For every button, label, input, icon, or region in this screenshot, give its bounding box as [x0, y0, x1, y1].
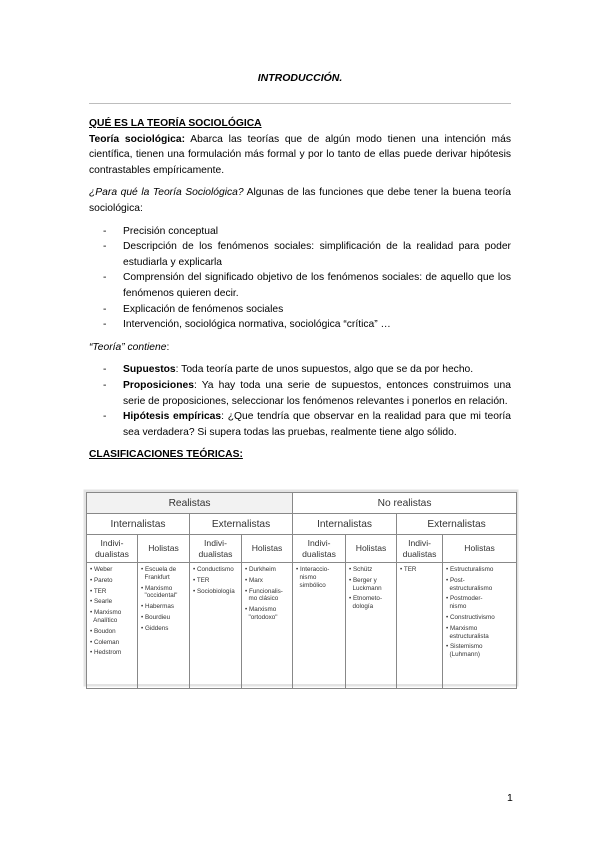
purpose-question: ¿Para qué la Teoría Sociológica?	[89, 187, 244, 199]
title-divider	[89, 103, 511, 104]
definition-term: Teoría sociológica:	[89, 133, 186, 145]
section-heading-teoria: QUÉ ES LA TEORÍA SOCIOLÓGICA	[89, 118, 262, 129]
purpose-text: Algunas de las funciones que debe tener la buena teoría sociológica:	[89, 187, 511, 214]
table-entry: • TER	[90, 587, 107, 595]
list-item: - Explicación de fenómenos sociales	[89, 302, 511, 318]
page-number: 1	[507, 792, 513, 804]
list-item: - Comprensión del significado objetivo de los fenómenos sociales: de aquello que los fenómenos quieren decir.	[89, 270, 511, 301]
list-item: - Supuestos: Toda teoría parte de unos supuestos, algo que se da por hecho.	[89, 362, 511, 378]
subheader-cell: Indivi- dualistas	[293, 535, 346, 563]
table-entry: • TER	[193, 576, 210, 584]
list-item: - Descripción de los fenómenos sociales: simplificación de la realidad para poder estudiarla y explicarla	[89, 239, 511, 270]
list-item: - Precisión conceptual	[89, 224, 511, 240]
subheader-cell: Holistas	[346, 535, 397, 563]
table-entry: • Postmoder- nismo	[446, 595, 483, 611]
table-entry: • Sistemismo (Luhmann)	[446, 643, 483, 659]
header-externalistas: Externalistas	[397, 514, 517, 535]
list-item: - Proposiciones: Ya hay toda una serie de supuestos, entonces construimos una serie de proposiciones, seleccionar los fenómenos relevantes i ponerlos en relación.	[89, 378, 511, 409]
table-entry: • Funcionalis- mo clásico	[245, 587, 283, 603]
table-cell	[242, 563, 293, 689]
table-entry: • Giddens	[141, 624, 169, 632]
table-cell	[293, 563, 346, 689]
table-entry: • Weber	[90, 566, 113, 573]
subheader-cell: Indivi- dualistas	[190, 535, 242, 563]
table-entry: • Post- estructuralismo	[446, 576, 493, 592]
table-entry: • Boudon	[90, 627, 116, 635]
subheader-cell: Holistas	[138, 535, 190, 563]
contains-label: “Teoría” contiene	[89, 341, 167, 353]
document-body	[89, 116, 511, 463]
purpose-paragraph	[89, 185, 511, 216]
table-entry: • Marx	[245, 576, 263, 584]
table-cell	[138, 563, 190, 689]
contains-list	[89, 362, 511, 440]
table-entry: • Marxismo "ortodoxo"	[245, 606, 278, 621]
table-entry: • Habermas	[141, 603, 175, 611]
table-entry: • Berger y Luckmann	[349, 576, 382, 592]
table-entry: • Etnometo- dología	[349, 595, 383, 611]
list-item: - Intervención, sociológica normativa, sociológica “crítica” …	[89, 317, 511, 333]
table-entry: • Bourdieu	[141, 613, 171, 621]
table-entry: • Conductismo	[193, 566, 234, 573]
header-internalistas: Internalistas	[293, 514, 397, 535]
table-entry: • Sociobiología	[193, 587, 235, 595]
subheader-cell: Indivi- dualistas	[397, 535, 443, 563]
header-externalistas: Externalistas	[190, 514, 293, 535]
table-entry: • Interaccio- nismo simbólico	[296, 566, 330, 589]
table-entry: • Searle	[90, 598, 113, 606]
subheader-cell: Indivi- dualistas	[87, 535, 138, 563]
table-entry: • Constructivismo	[446, 613, 495, 621]
list-item: - Hipótesis empíricas: ¿Que tendría que observar en la realidad para que mi teoría sea verdadera? Si supera todas las pruebas, realmente tiene algo sólido.	[89, 409, 511, 440]
classification-table	[86, 492, 517, 689]
table-entry: • Durkheim	[245, 566, 276, 573]
table-cell	[190, 563, 242, 689]
header-realistas: Realistas	[87, 493, 293, 514]
classification-table-image	[86, 492, 516, 684]
definition-paragraph	[89, 132, 511, 179]
table-cell	[346, 563, 397, 689]
table-entry: • Estructuralismo	[446, 566, 494, 573]
table-entry: • TER	[400, 566, 417, 573]
header-internalistas: Internalistas	[87, 514, 190, 535]
section-heading-clasificaciones: CLASIFICACIONES TEÓRICAS:	[89, 449, 243, 461]
contains-paragraph: “Teoría” contiene:	[89, 341, 170, 353]
table-row	[87, 563, 517, 689]
table-entry: • Escuela de Frankfurt	[141, 566, 177, 581]
header-no-realistas: No realistas	[293, 493, 517, 514]
table-entry: • Coleman	[90, 638, 120, 646]
table-entry: • Schütz	[349, 566, 373, 573]
table-cell	[397, 563, 443, 689]
table-cell	[443, 563, 517, 689]
table-cell	[87, 563, 138, 689]
table-entry: • Marxismo "occidental"	[141, 584, 178, 600]
subheader-cell: Holistas	[443, 535, 517, 563]
document-title: INTRODUCCIÓN.	[257, 72, 343, 84]
functions-list	[89, 224, 511, 333]
table-entry: • Hedstrom	[90, 649, 122, 657]
table-entry: • Pareto	[90, 576, 113, 584]
subheader-cell: Holistas	[242, 535, 293, 563]
table-entry: • Marxismo Analítico	[90, 609, 122, 624]
table-entry: • Marxismo estructuralista	[446, 624, 489, 640]
definition-text: Abarca las teorías que de algún modo tienen una intención más científica, tienen una formulación más formal y por lo tanto de ellas puede derivar hipótesis contrastables empíricamente.	[89, 133, 511, 176]
